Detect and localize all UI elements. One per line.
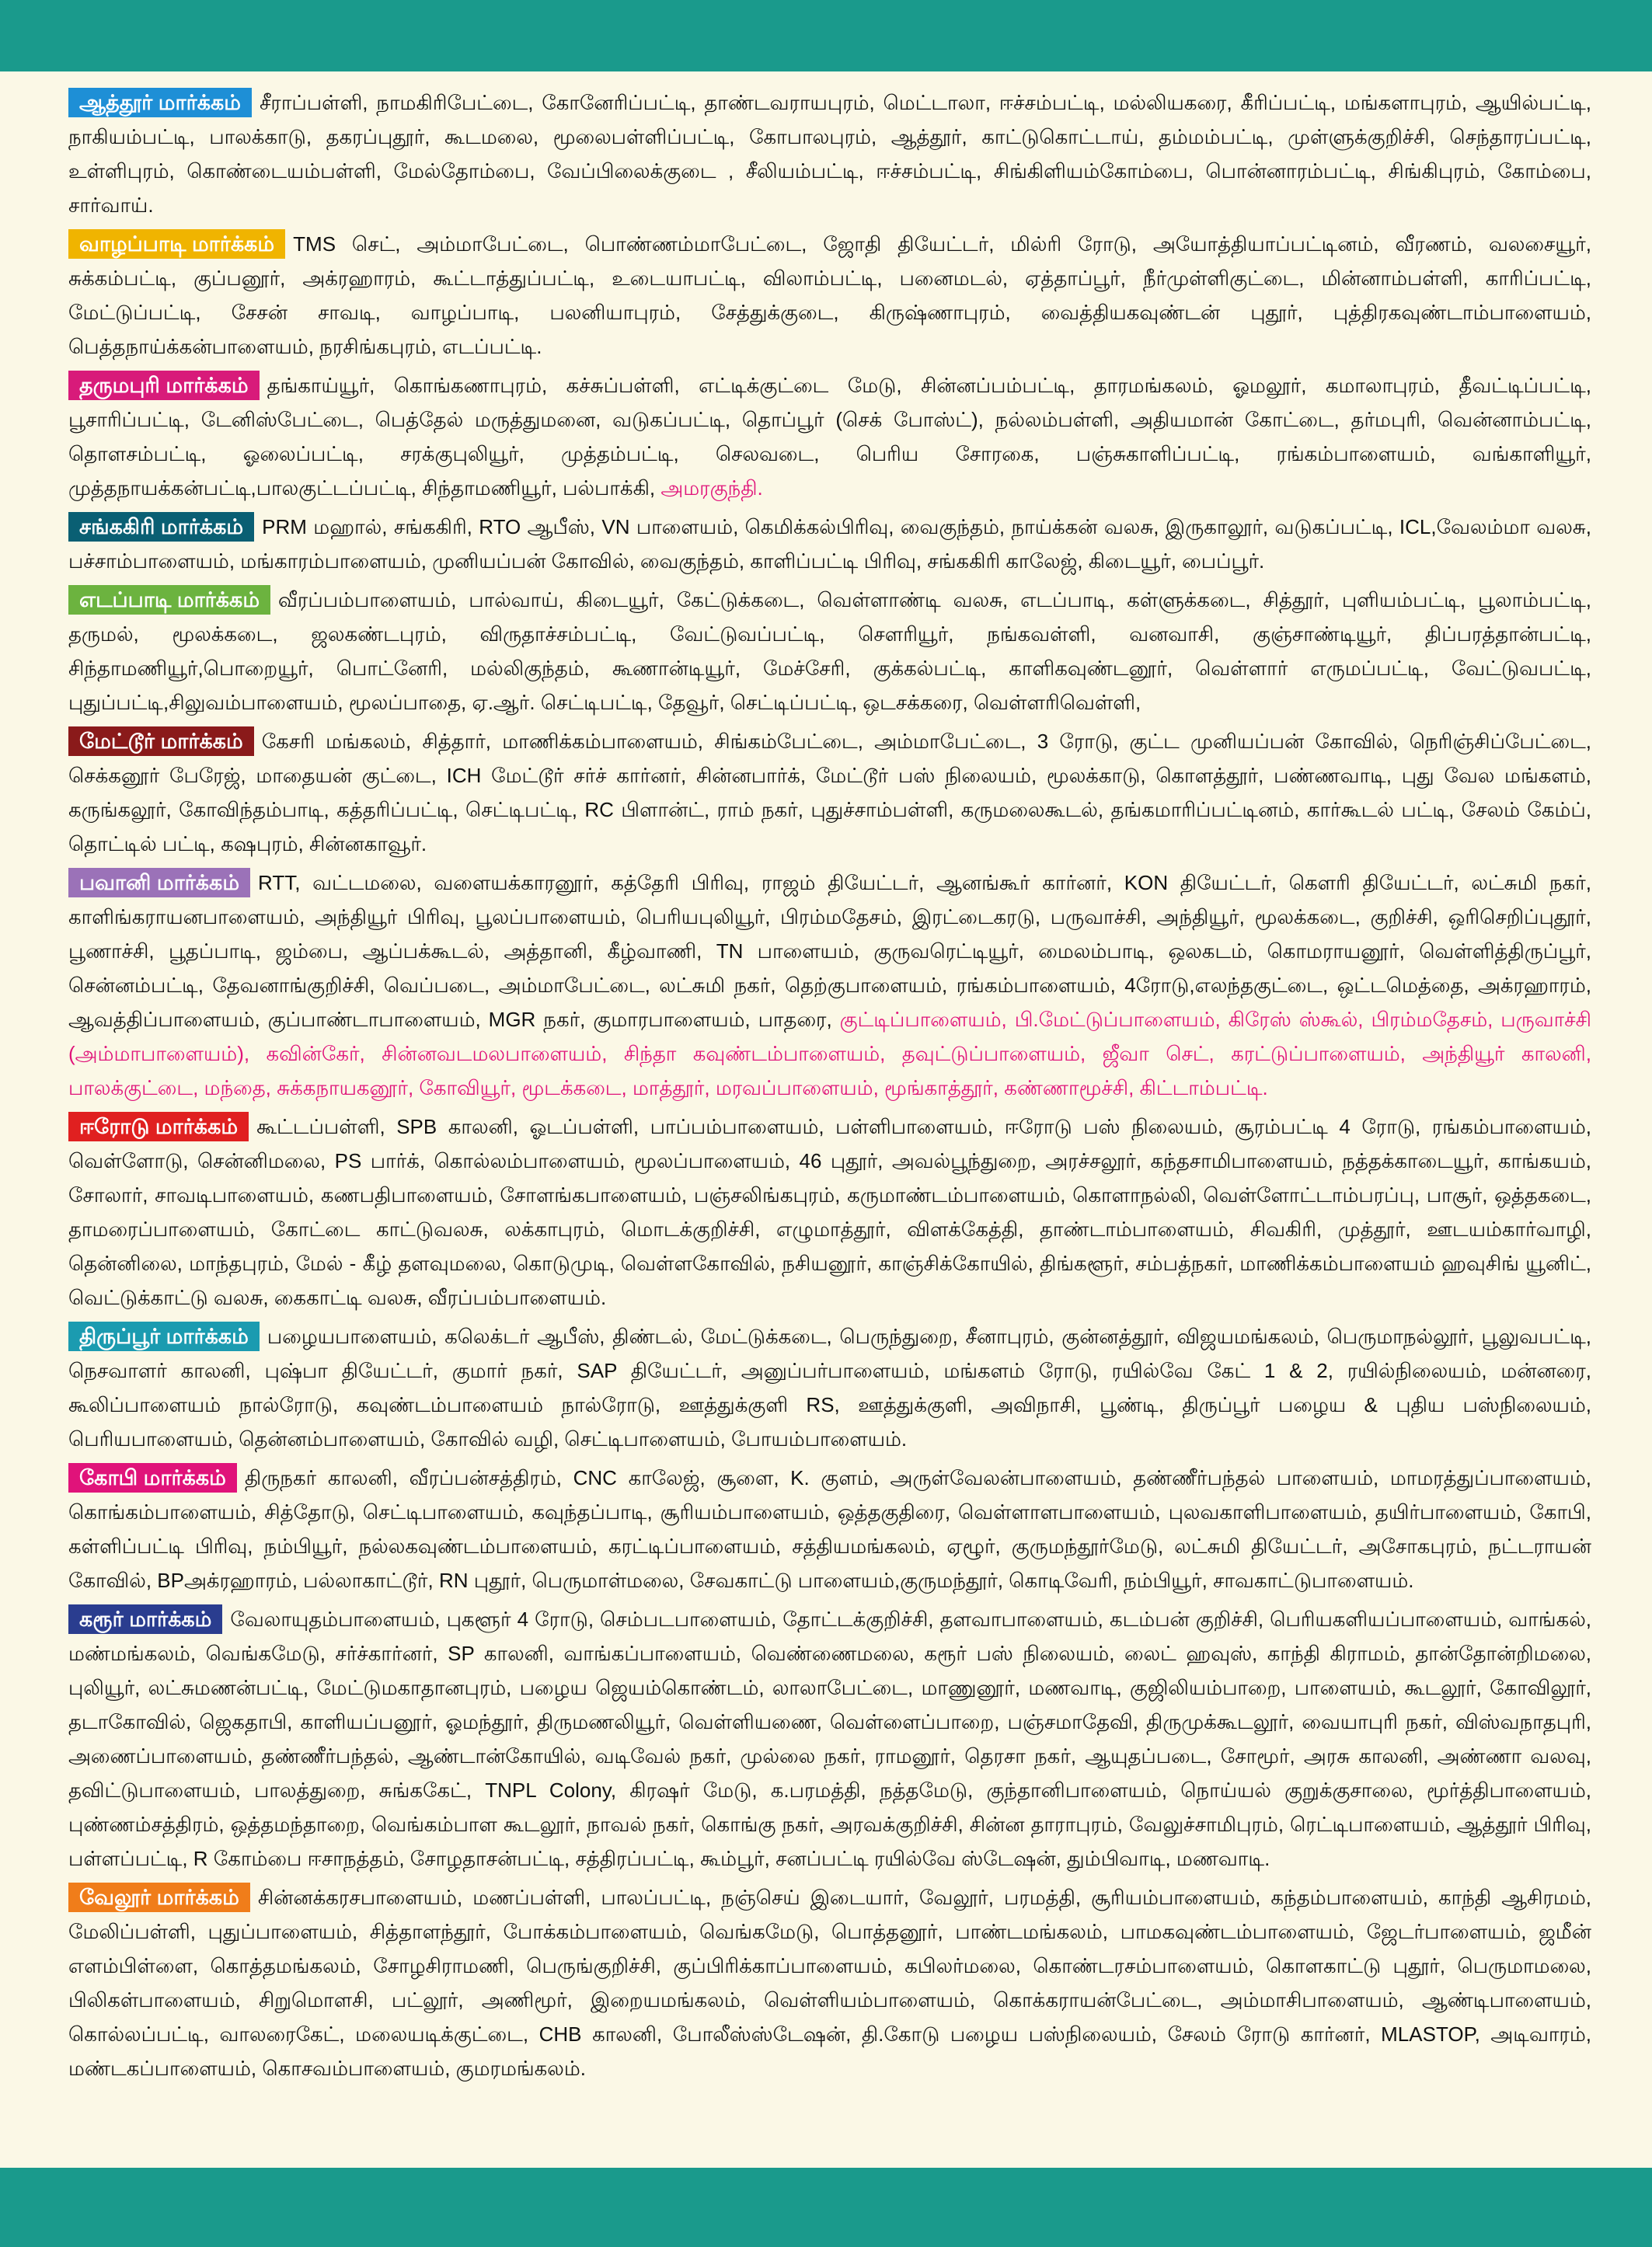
route-item-erode bbox=[68, 1110, 1591, 1315]
route-places: சின்னக்கரசபாளையம், மணப்பள்ளி, பாலப்பட்டி, நஞ்செய் இடையார், வேலூர், பரமத்தி, சூரியம்பாளையம், கந்தம்பாளையம், காந்தி ஆசிரமம், மேலிப்பள்ளி, புதுப்பாளையம், சித்தாளந்தூர், போக்கம்பாளையம், வெங்கமேடு, பொத்தனூர், பாண்டமங்கலம், பாமகவுண்டம்பாளையம், ஜேடர்பாளையம், ஜமீன் எளம்பிள்ளை, கொத்தமங்கலம், சோழசிராமணி, பெருங்குறிச்சி, குப்பிரிக்காப்பாளையம், கபிலர்மலை, கொண்டரசம்பாளையம், கொளகாட்டு புதூர், பெருமாமலை, பிலிகள்பாளையம், சிறுமொளசி, பட்லூர், அணிமூர், இறையமங்கலம், வெள்ளியம்பாளையம், கொக்கராயன்பேட்டை, அம்மாசிபாளையம், ஆண்டிபாளையம், கொல்லப்பட்டி, வாலரைகேட், மலையடிக்குட்டை, CHB காலனி, போலீஸ்ஸ்டேஷன், தி.கோடு பழைய பஸ்நிலையம், சேலம் ரோடு கார்னர், MLASTOP, அடிவாரம், மண்டகப்பாளையம், கொசவம்பாளையம், குமரமங்கலம். bbox=[68, 1886, 1591, 2080]
route-label: வேலூர் மார்க்கம் bbox=[68, 1883, 250, 1912]
route-label: ஆத்தூர் மார்க்கம் bbox=[68, 88, 252, 117]
route-item-mettur bbox=[68, 724, 1591, 861]
route-label: பவானி மார்க்கம் bbox=[68, 868, 250, 897]
route-item-velur bbox=[68, 1880, 1591, 2085]
route-item-attur bbox=[68, 85, 1591, 222]
route-places: TMS செட், அம்மாபேட்டை, பொண்ணம்மாபேட்டை, ஜோதி தியேட்டர், மில்ரி ரோடு, அயோத்தியாப்பட்டினம், வீரணம், வலசையூர், சுக்கம்பட்டி, குப்பனூர், அக்ரஹாரம், கூட்டாத்துப்பட்டி, உடையாபட்டி, விலாம்பட்டி, பனைமடல், ஏத்தாப்பூர், நீர்முள்ளிகுட்டை, மின்னாம்பள்ளி, காரிப்பட்டி, மேட்டுப்பட்டி, சேசன் சாவடி, வாழப்பாடி, பலனியாபுரம், சேத்துக்குடை, கிருஷ்ணாபுரம், வைத்தியகவுண்டன் புதூர், புத்திரகவுண்டாம்பாளையம், பெத்தநாய்க்கன்பாளையம், நரசிங்கபுரம், எடப்பட்டி. bbox=[68, 232, 1591, 358]
route-label: வாழப்பாடி மார்க்கம் bbox=[68, 229, 285, 259]
route-label: கரூர் மார்க்கம் bbox=[68, 1604, 222, 1634]
route-item-sankagiri bbox=[68, 510, 1591, 578]
route-places-highlight: அமரகுந்தி. bbox=[660, 476, 763, 500]
route-places: சீராப்பள்ளி, நாமகிரிபேட்டை, கோனேரிப்பட்டி, தாண்டவராயபுரம், மெட்டாலா, ஈச்சம்பட்டி, மல்லியகரை, கீரிப்பட்டி, மங்களாபுரம், ஆயில்பட்டி, நாகியம்பட்டி, பாலக்காடு, தகரப்புதூர், கூடமலை, மூலைபள்ளிப்பட்டி, கோபாலபுரம், ஆத்தூர், காட்டுகொட்டாய், தம்மம்பட்டி, முள்ளுக்குறிச்சி, செந்தாரப்பட்டி, உள்ளிபுரம், கொண்டையம்பள்ளி, மேல்தோம்பை, வேப்பிலைக்குடை , சீலியம்பட்டி, ஈச்சம்பட்டி, சிங்கிளியம்கோம்பை, பொன்னாரம்பட்டி, சிங்கிபுரம், கோம்பை, சார்வாய். bbox=[68, 91, 1591, 217]
route-places: PRM மஹால், சங்ககிரி, RTO ஆபீஸ், VN பாளையம், கெமிக்கல்பிரிவு, வைகுந்தம், நாய்க்கன் வலசு, இருகாலூர், வடுகப்பட்டி, ICL,வேலம்மா வலசு, பச்சாம்பாளையம், மங்காரம்பாளையம், முனியப்பன் கோவில், வைகுந்தம், காளிப்பட்டி பிரிவு, சங்ககிரி காலேஜ், கிடையூர், பைப்பூர். bbox=[68, 515, 1591, 573]
route-item-gobi bbox=[68, 1461, 1591, 1597]
route-item-edappadi bbox=[68, 583, 1591, 719]
route-label: மேட்டூர் மார்க்கம் bbox=[68, 726, 254, 756]
route-places-highlight: குட்டிப்பாளையம், பி.மேட்டுப்பாளையம், கிரேஸ் ஸ்கூல், பிரம்மதேசம், பருவாச்சி (அம்மாபாளையம்), கவின்கேர், சின்னவடமலபாளையம், சிந்தா கவுண்டம்பாளையம், தவுட்டுப்பாளையம், ஜீவா செட், கரட்டுப்பாளையம், அந்தியூர் காலனி, பாலக்குட்டை, மந்தை, சுக்கநாயகனூர், கோவியூர், மூடக்கடை, மாத்தூர், மரவப்பாளையம், மூங்காத்தூர், கண்ணாமூச்சி, கிட்டாம்பட்டி. bbox=[68, 1008, 1591, 1099]
route-places: திருநகர் காலனி, வீரப்பன்சத்திரம், CNC காலேஜ், சூளை, K. குளம், அருள்வேலன்பாளையம், தண்ணீர்பந்தல் பாளையம், மாமரத்துப்பாளையம், கொங்கம்பாளையம், சித்தோடு, செட்டிபாளையம், கவுந்தப்பாடி, சூரியம்பாளையம், ஒத்தகுதிரை, வெள்ளாளபாளையம், புலவகாளிபாளையம், தயிர்பாளையம், கோபி, கள்ளிப்பட்டி பிரிவு, நம்பியூர், நல்லகவுண்டம்பாளையம், கரட்டிப்பாளையம், சத்தியமங்கலம், ஏழூர், குருமந்தூர்மேடு, லட்சுமி தியேட்டர், அசோகபுரம், நட்டராயன் கோவில், BPஅக்ரஹாரம், பல்லாகாட்டூர், RN புதூர், பெருமாள்மலை, சேவகாட்டு பாளையம்,குருமந்தூர், கொடிவேரி, நம்பியூர், சாவகாட்டுபாளையம். bbox=[68, 1466, 1591, 1592]
route-places: கூட்டப்பள்ளி, SPB காலனி, ஓடப்பள்ளி, பாப்பம்பாளையம், பள்ளிபாளையம், ஈரோடு பஸ் நிலையம், சூரம்பட்டி 4 ரோடு, ரங்கம்பாளையம், வெள்ளோடு, சென்னிமலை, PS பார்க், கொல்லம்பாளையம், மூலப்பாளையம், 46 புதூர், அவல்பூந்துறை, அரச்சலூர், கந்தசாமிபாளையம், நத்தக்காடையூர், காங்கயம், சோலார், சாவடிபாளையம், கணபதிபாளையம், சோளங்கபாளையம், பஞ்சலிங்கபுரம், கருமாண்டம்பாளையம், கொளாநல்லி, வெள்ளோட்டாம்பரப்பு, பாசூர், ஒத்தகடை, தாமரைப்பாளையம், கோட்டை காட்டுவலசு, லக்காபுரம், மொடக்குறிச்சி, எழுமாத்தூர், விளக்கேத்தி, தாண்டாம்பாளையம், சிவகிரி, முத்தூர், ஊடயம்கார்வாழி, தென்னிலை, மாந்தபுரம், மேல் - கீழ் தளவுமலை, கொடுமுடி, வெள்ளகோவில், நசியனூர், காஞ்சிக்கோயில், திங்களூர், சம்பத்நகர், மாணிக்கம்பாளையம் ஹவுசிங் யூனிட், வெட்டுக்காட்டு வலசு, கைகாட்டி வலசு, வீரப்பம்பாளையம். bbox=[68, 1115, 1591, 1309]
route-item-tiruppur bbox=[68, 1319, 1591, 1456]
route-item-karur bbox=[68, 1602, 1591, 1876]
route-label: கோபி மார்க்கம் bbox=[68, 1463, 237, 1493]
route-item-bhavani bbox=[68, 866, 1591, 1105]
route-places: RTT, வட்டமலை, வளையக்காரனூர், கத்தேரி பிரிவு, ராஜம் தியேட்டர், ஆனங்கூர் கார்னர், KON தியேட்டர், கெளரி தியேட்டர், லட்சுமி நகர், காளிங்கராயனபாளையம், அந்தியூர் பிரிவு, பூலப்பாளையம், பெரியபுலியூர், பிரம்மதேசம், இரட்டைகரடு, பருவாச்சி, அந்தியூர், மூலக்கடை, குறிச்சி, ஒரிசெறிப்புதூர், பூணாச்சி, பூதப்பாடி, ஜம்பை, ஆப்பக்கூடல், அத்தானி, கீழ்வாணி, TN பாளையம், குருவரெட்டியூர், மைலம்பாடி, ஒலகடம், கொமராயனூர், வெள்ளித்திருப்பூர், சென்னம்பட்டி, தேவனாங்குறிச்சி, வெப்படை, அம்மாபேட்டை, லட்சுமி நகர், தெற்குபாளையம், ரங்கம்பாளையம், 4ரோடு,எலந்தகுட்டை, ஒட்டமெத்தை, அக்ரஹாரம், ஆவத்திப்பாளையம், குப்பாண்டாபாளையம், MGR நகர், குமாரபாளையம், பாதரை, bbox=[68, 871, 1591, 1031]
routes-list bbox=[68, 85, 1591, 2090]
route-label: சங்ககிரி மார்க்கம் bbox=[68, 512, 254, 542]
route-label: தருமபுரி மார்க்கம் bbox=[68, 371, 260, 400]
route-label: ஈரோடு மார்க்கம் bbox=[68, 1112, 249, 1141]
route-places: வீரப்பம்பாளையம், பால்வாய், கிடையூர், கேட்டுக்கடை, வெள்ளாண்டி வலசு, எடப்பாடி, கள்ளுக்கடை, சித்தூர், புளியம்பட்டி, பூலாம்பட்டி, தருமல், மூலக்கடை, ஜலகண்டபுரம், விருதாச்சம்பட்டி, வேட்டுவப்பட்டி, செளரியூர், நங்கவள்ளி, வனவாசி, குஞ்சாண்டியூர், திப்பரத்தான்பட்டி, சிந்தாமணியூர்,பொறையூர், பொட்னேரி, மல்லிகுந்தம், கூணான்டியூர், மேச்சேரி, குக்கல்பட்டி, காளிகவுண்டனூர், வெள்ளார் எருமப்பட்டி, வேட்டுவபட்டி, புதுப்பட்டி,சிலுவம்பாளையம், மூலப்பாதை, ஏ.ஆர். செட்டிபட்டி, தேவூர், செட்டிப்பட்டி, ஒடசக்கரை, வெள்ளரிவெள்ளி, bbox=[68, 588, 1591, 714]
top-color-band bbox=[0, 0, 1652, 71]
route-places: வேலாயுதம்பாளையம், புகளூர் 4 ரோடு, செம்படபாளையம், தோட்டக்குறிச்சி, தளவாபாளையம், கடம்பன் குறிச்சி, பெரியகளியப்பாளையம், வாங்கல், மண்மங்கலம், வெங்கமேடு, சர்ச்கார்னர், SP காலனி, வாங்கப்பாளையம், வெண்ணைமலை, கரூர் பஸ் நிலையம், லைட் ஹவுஸ், காந்தி கிராமம், தான்தோன்றிமலை, புலியூர், லட்சுமணன்பட்டி, மேட்டுமகாதானபுரம், பழைய ஜெயம்கொண்டம், லாலாபேட்டை, மாணுனூர், மணவாடி, குஜிலியம்பாறை, பாளையம், கூடலூர், கோவிலூர், தடாகோவில், ஜெகதாபி, காளியப்பனூர், ஓமந்தூர், திருமணலியூர், வெள்ளியணை, வெள்ளைப்பாறை, பஞ்சமாதேவி, திருமுக்கூடலூர், வையாபுரி நகர், விஸ்வநாதபுரி, அணைப்பாளையம், தண்ணீர்பந்தல், ஆண்டான்கோயில், வடிவேல் நகர், முல்லை நகர், ராமனூர், தெரசா நகர், ஆயுதப்படை, சோமூர், அரசு காலனி, அண்ணா வலவு, தவிட்டுபாளையம், பாலத்துறை, சுங்ககேட், TNPL Colony, கிரஷர் மேடு, க.பரமத்தி, நத்தமேடு, குந்தானிபாளையம், நொய்யல் குறுக்குசாலை, மூர்த்திபாளையம், புண்ணம்சத்திரம், ஒத்தமந்தாறை, வெங்கம்பாள கூடலூர், நாவல் நகர், கொங்கு நகர், அரவக்குறிச்சி, சின்ன தாராபுரம், வேலுச்சாமிபுரம், ரெட்டிபாளையம், ஆத்தூர் பிரிவு, பள்ளப்பட்டி, R கோம்பை ஈசாநத்தம், சோழதாசன்பட்டி, சத்திரப்பட்டி, கூம்பூர், சனப்பட்டி ரயில்வே ஸ்டேஷன், தும்பிவாடி, மணவாடி. bbox=[68, 1608, 1592, 1870]
route-item-dharmapuri bbox=[68, 368, 1591, 505]
route-places: பழையபாளையம், கலெக்டர் ஆபீஸ், திண்டல், மேட்டுக்கடை, பெருந்துறை, சீனாபுரம், குன்னத்தூர், விஜயமங்கலம், பெருமாநல்லூர், பூலுவபட்டி, நெசவாளர் காலனி, புஷ்பா தியேட்டர், குமார் நகர், SAP தியேட்டர், அனுப்பர்பாளையம், மங்களம் ரோடு, ரயில்வே கேட் 1 & 2, ரயில்நிலையம், மன்னரை, கூலிப்பாளையம் நால்ரோடு, கவுண்டம்பாளையம் நால்ரோடு, ஊத்துக்குளி RS, ஊத்துக்குளி, அவிநாசி, பூண்டி, திருப்பூர் பழைய & புதிய பஸ்நிலையம், பெரியபாளையம், தென்னம்பாளையம், கோவில் வழி, செட்டிபாளையம், போயம்பாளையம். bbox=[68, 1325, 1591, 1451]
route-places: கேசரி மங்கலம், சித்தார், மாணிக்கம்பாளையம், சிங்கம்பேட்டை, அம்மாபேட்டை, 3 ரோடு, குட்ட முனியப்பன் கோவில், நெரிஞ்சிப்பேட்டை, செக்கனூர் பேரேஜ், மாதையன் குட்டை, ICH மேட்டூர் சர்ச் கார்னர், சின்னபார்க், மேட்டூர் பஸ் நிலையம், மூலக்காடு, கொளத்தூர், பண்ணவாடி, புது வேல மங்களம், கருங்கலூர், கோவிந்தம்பாடி, கத்தரிப்பட்டி, செட்டிபட்டி, RC பிளான்ட், ராம் நகர், புதுச்சாம்பள்ளி, கருமலைகூடல், தங்கமாரிப்பட்டினம், கார்கூடல் பட்டி, சேலம் கேம்ப், தொட்டில் பட்டி, கஷபுரம், சின்னகாவூர். bbox=[68, 730, 1591, 855]
route-label: திருப்பூர் மார்க்கம் bbox=[68, 1322, 260, 1351]
bottom-color-band bbox=[0, 2168, 1652, 2247]
route-item-vazhapadi bbox=[68, 227, 1591, 364]
route-places: தங்காய்யூர், கொங்கணாபுரம், கச்சுப்பள்ளி, எட்டிக்குட்டை மேடு, சின்னப்பம்பட்டி, தாரமங்கலம், ஓமலூர், கமாலாபுரம், தீவட்டிப்பட்டி, பூசாரிப்பட்டி, டேனிஸ்பேட்டை, பெத்தேல் மருத்துமனை, வடுகப்பட்டி, தொப்பூர் (செக் போஸ்ட்), நல்லம்பள்ளி, அதியமான் கோட்டை, தர்மபுரி, வென்னாம்பட்டி, தொளசம்பட்டி, ஓலைப்பட்டி, சரக்குபுலியூர், முத்தம்பட்டி, செலவடை, பெரிய சோரகை, பஞ்சுகாளிப்பட்டி, ரங்கம்பாளையம், வங்காளியூர், முத்தநாயக்கன்பட்டி,பாலகுட்டப்பட்டி, சிந்தாமணியூர், பல்பாக்கி, bbox=[68, 374, 1591, 500]
route-label: எடப்பாடி மார்க்கம் bbox=[68, 585, 270, 615]
